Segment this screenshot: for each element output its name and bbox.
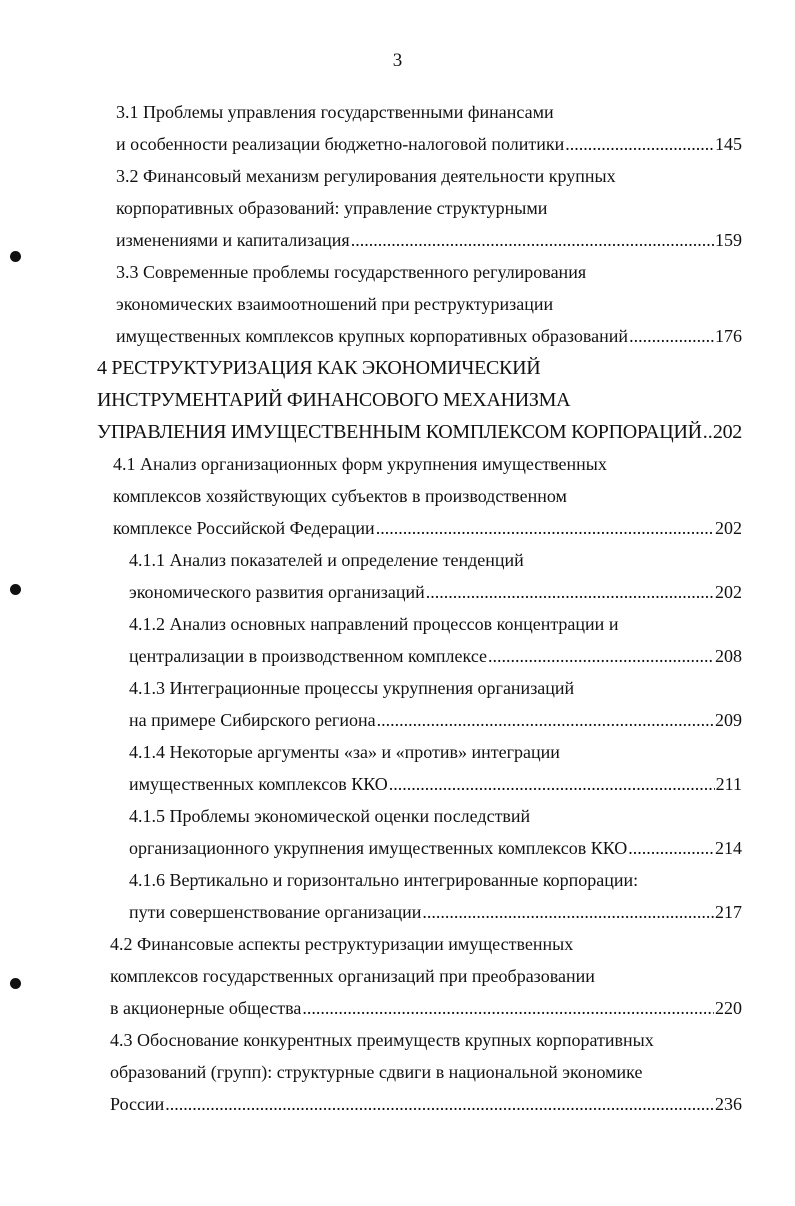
toc-chapter-4-leader: УПРАВЛЕНИЯ ИМУЩЕСТВЕННЫМ КОМПЛЕКСОМ КОРПОРАЦИЙ ..... 202 [97,416,742,448]
leader-dots [351,224,714,256]
toc-entry-4-3-title-cont: образований (групп): структурные сдвиги в национальной экономике [110,1062,643,1082]
leader-dots [376,512,714,544]
toc-entry-4-1-3-leader: на примере Сибирского региона ..... 209 [129,704,742,736]
toc-entry-4-1-5-title: 4.1.5 Проблемы экономической оценки последствий [129,806,531,826]
toc-page-number: 176 [715,326,742,346]
leader-dots [389,768,715,800]
toc-entry-4-1-title: 4.1 Анализ организационных форм укрупнения имущественных [113,454,607,474]
toc-entry-3-1-title: 3.1 Проблемы управления государственными финансами [116,102,554,122]
toc-page-number: 202 [715,518,742,538]
toc-entry-4-2-title-cont: комплексов государственных организаций при преобразовании [110,966,595,986]
toc-page-number: 211 [715,774,742,794]
toc-page-number: 159 [715,230,742,250]
toc-entry-3-2-leader: изменениями и капитализация ..... 159 [116,224,742,256]
toc-entry-4-2-title: 4.2 Финансовые аспекты реструктуризации имущественных [110,934,574,954]
toc-entry-4-1-1-leader: экономического развития организаций ..... 202 [129,576,742,608]
toc-entry-4-1-4-leader: имущественных комплексов ККО ..... 211 [129,768,742,800]
leader-dots [628,832,714,864]
toc-entry-3-3-title-cont: экономических взаимоотношений при реструктуризации [116,294,554,314]
toc-entry-4-1-6-leader: пути совершенствование организации ..... 217 [129,896,742,928]
punch-hole-mark [10,251,21,262]
toc-page-number: 214 [715,838,742,858]
toc-page-number: 202 [715,582,742,602]
toc-entry-3-1-leader: и особенности реализации бюджетно-налоговой политики ..... 145 [116,128,742,160]
leader-dots [629,320,714,352]
leader-dots [302,992,714,1024]
toc-entry-4-1-3-title: 4.1.3 Интеграционные процессы укрупнения организаций [129,678,575,698]
leader-dots [703,416,712,448]
toc-entry-4-3-title: 4.3 Обоснование конкурентных преимуществ крупных корпоративных [110,1030,654,1050]
toc-entry-4-1-2-title: 4.1.2 Анализ основных направлений процессов концентрации и [129,614,619,634]
toc-entry-4-2-leader: в акционерные общества ..... 220 [110,992,742,1024]
toc-page-number: 217 [715,902,742,922]
toc-chapter-4-title-cont: ИНСТРУМЕНТАРИЙ ФИНАНСОВОГО МЕХАНИЗМА [97,389,571,411]
toc-page-number: 145 [715,134,742,154]
punch-hole-mark [10,584,21,595]
toc-chapter-4-title: 4 РЕСТРУКТУРИЗАЦИЯ КАК ЭКОНОМИЧЕСКИЙ [97,357,541,379]
toc-entry-4-1-title-cont: комплексов хозяйствующих субъектов в производственном [113,486,567,506]
punch-hole-mark [10,978,21,989]
toc-entry-4-3-leader: России ..... 236 [110,1088,742,1120]
toc-entry-3-3-leader: имущественных комплексов крупных корпоративных образований ..... 176 [116,320,742,352]
leader-dots [488,640,714,672]
toc-entry-4-1-leader: комплексе Российской Федерации ..... 202 [113,512,742,544]
toc-entry-4-1-4-title: 4.1.4 Некоторые аргументы «за» и «против» интеграции [129,742,560,762]
toc-page-number: 220 [715,998,742,1018]
toc-page-number: 202 [712,421,742,443]
toc-entry-3-2-title-cont: корпоративных образований: управление структурными [116,198,548,218]
toc-entry-3-2-title: 3.2 Финансовый механизм регулирования деятельности крупных [116,166,616,186]
page-number: 3 [392,50,403,71]
toc-page-number: 208 [715,646,742,666]
leader-dots [422,896,714,928]
leader-dots [565,128,714,160]
leader-dots [377,704,714,736]
leader-dots [165,1088,714,1120]
toc-page-number: 236 [715,1094,742,1114]
toc-entry-4-1-6-title: 4.1.6 Вертикально и горизонтально интегрированные корпорации: [129,870,639,890]
toc-entry-4-1-5-leader: организационного укрупнения имущественных комплексов ККО ..... 214 [129,832,742,864]
toc-entry-4-1-2-leader: централизации в производственном комплексе ..... 208 [129,640,742,672]
leader-dots [426,576,714,608]
toc-entry-4-1-1-title: 4.1.1 Анализ показателей и определение тенденций [129,550,524,570]
toc-entry-3-3-title: 3.3 Современные проблемы государственного регулирования [116,262,587,282]
toc-page-number: 209 [715,710,742,730]
